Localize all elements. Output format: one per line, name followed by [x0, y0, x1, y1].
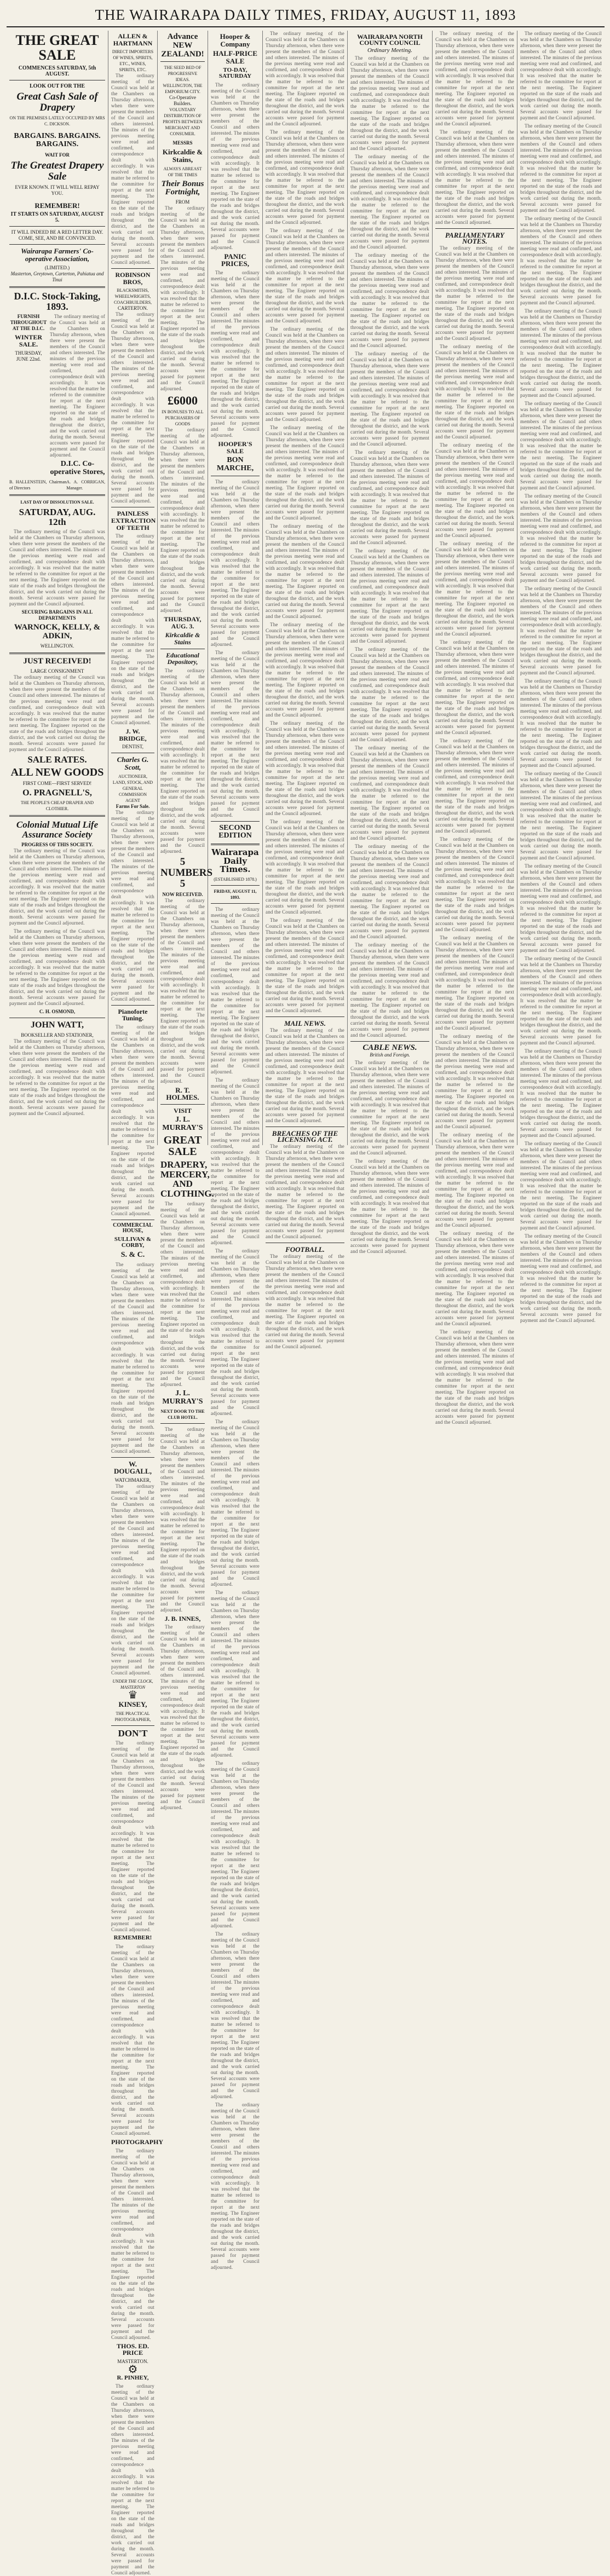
great-sale-heading: THE GREAT SALE	[15, 32, 99, 63]
news-text-6: The ordinary meeting of the Council was held at the Chambers on Thursday afternoon, when there were present the members of the Council and others interested. The minutes of the previous meeting were read and confirmed, and correspondence dealt with accordingly. It was resolved that the matter be referred to the committee for report at the next meeting. The Engineer reported on the state of the roads and bridges throughout the district, and the work carried out during the month. Several accounts were passed for payment and the Council adjourned.	[266, 523, 344, 619]
towns-line: Masterton, Greytown, Carterton, Pahiatua and Tinui	[10, 270, 104, 282]
dic-block	[9, 314, 105, 478]
column-5	[263, 31, 348, 1349]
photography-heading: PHOTOGRAPHY	[111, 2138, 164, 2146]
editorial-text-1: The ordinary meeting of the Council was held at the Chambers on Thursday afternoon, when there were present the members of the Council and others interested. The minutes of the previous meeting were read and confirmed, and correspondence dealt with accordingly. It was resolved that the matter be referred to the committee for report at the next meeting. The Engineer reported on the state of the roads and bridges throughout the district, and the work carried out during the month. Several accounts were passed for payment and the Council adjourned.	[211, 906, 260, 1075]
council-heading: WAIRARAPA NORTH COUNTY COUNCIL	[357, 33, 423, 47]
mail-news-heading: MAIL NEWS.	[284, 1019, 326, 1027]
remember-heading: REMEMBER!	[34, 201, 80, 210]
parl-text-9: The ordinary meeting of the Council was held at the Chambers on Thursday afternoon, when there were present the members of the Council and others interested. The minutes of the previous meeting were read and confirmed, and correspondence dealt with accordingly. It was resolved that the matter be referred to the committee for report at the next meeting. The Engineer reported on the state of the roads and bridges throughout the district, and the work carried out during the month. Several accounts were passed for payment and the Council adjourned.	[435, 1033, 514, 1129]
bon-marche-heading: BON MARCHE,	[216, 456, 254, 472]
ordinary-meeting-subheading: Ordinary Meeting.	[367, 47, 413, 54]
chairman-signature: B. HALLENSTEIN, Chairman of Directors	[9, 479, 67, 490]
divider	[160, 1423, 205, 1424]
murrays-heading: J. L. MURRAY'S	[162, 1389, 203, 1406]
mail-news-text: The ordinary meeting of the Council was held at the Chambers on Thursday afternoon, when there were present the members of the Council and others interested. The minutes of the previous meeting were read and confirmed, and correspondence dealt with accordingly. It was resolved that the matter be referred to the committee for report at the next meeting. The Engineer reported on the state of the roads and bridges throughout the district, and the work carried out during the month. Several accounts were passed for payment and the Council adjourned.	[266, 1027, 344, 1123]
masthead: THE WAIRARAPA DAILY TIMES, FRIDAY, AUGUST 11, 1893	[7, 4, 605, 27]
five-numbers-heading: 5 NUMBERS 5	[160, 856, 213, 890]
now-received-line: NOW RECEIVED.	[162, 891, 203, 897]
manager-signature: A. A. CORRIGAN, Manager.	[66, 479, 105, 490]
divider	[266, 1016, 344, 1017]
breaches-text: The ordinary meeting of the Council was held at the Chambers on Thursday afternoon, when there were present the members of the Council and others interested. The minutes of the previous meeting were read and confirmed, and correspondence dealt with accordingly. It was resolved that the matter be referred to the committee for report at the next meeting. The Engineer reported on the state of the roads and bridges throughout the district, and the work carried out during the month. Several accounts were passed for payment and the Council adjourned.	[266, 1143, 344, 1239]
hooper-heading: Hooper & Company	[220, 32, 251, 48]
seed-bed-line: THE SEED BED OF PROGRESSIVE IDEAS.	[164, 65, 202, 83]
council-text-1: The ordinary meeting of the Council was held at the Chambers on Thursday afternoon, when there were present the members of the Council and others interested. The minutes of the previous meeting were read and confirmed, and correspondence dealt with accordingly. It was resolved that the matter be referred to the committee for report at the next meeting. The Engineer reported on the state of the roads and bridges throughout the district, and the work carried out during the month. Several accounts were passed for payment and the Council adjourned.	[350, 55, 429, 151]
half-price-heading: HALF-PRICE SALE	[213, 49, 257, 65]
look-out-line: LOOK OUT FOR THE	[29, 83, 85, 89]
divider	[350, 1041, 429, 1042]
kirkcaldie-heading: Kirkcaldie & Stains,	[162, 148, 203, 164]
watchmaker-line: WATCHMAKER,	[114, 1477, 151, 1483]
column-3	[158, 31, 214, 1811]
editorial-text-5: The ordinary meeting of the Council was held at the Chambers on Thursday afternoon, when there were present the members of the Council and others interested. The minutes of the previous meeting were read and confirmed, and correspondence dealt with accordingly. It was resolved that the matter be referred to the committee for report at the next meeting. The Engineer reported on the state of the roads and bridges throughout the district, and the work carried out during the month. Several accounts were passed for payment and the Council adjourned.	[211, 1590, 260, 1758]
coop-line: Co-Operative Builders.	[169, 95, 196, 107]
news-text-7: The ordinary meeting of the Council was held at the Chambers on Thursday afternoon, when there were present the members of the Council and others interested. The minutes of the previous meeting were read and confirmed, and correspondence dealt with accordingly. It was resolved that the matter be referred to the committee for report at the next meeting. The Engineer reported on the state of the roads and bridges throughout the district, and the work carried out during the month. Several accounts were passed for payment and the Council adjourned.	[266, 622, 344, 718]
warnock-heading: WARNOCK, KELLY, & ADKIN,	[14, 623, 101, 641]
col8-text-1: The ordinary meeting of the Council was held at the Chambers on Thursday afternoon, when there were present the members of the Council and others interested. The minutes of the previous meeting were read and confirmed, and correspondence dealt with accordingly. It was resolved that the matter be referred to the committee for report at the next meeting. The Engineer reported on the state of the roads and bridges throughout the district, and the work carried out during the month. Several accounts were passed for payment and the Council adjourned.	[520, 31, 602, 120]
watt-body-text: The ordinary meeting of the Council was held at the Chambers on Thursday afternoon, when there were present the members of the Council and others interested. The minutes of the previous meeting were read and confirmed, and correspondence dealt with accordingly. It was resolved that the matter be referred to the committee for report at the next meeting. The Engineer reported on the state of the roads and bridges throughout the district, and the work carried out during the month. Several accounts were passed for payment and the Council adjourned.	[9, 1038, 105, 1116]
bonus-body-text: The ordinary meeting of the Council was held at the Chambers on Thursday afternoon, when there were present the members of the Council and others interested. The minutes of the previous meeting were read and confirmed, and correspondence dealt with accordingly. It was resolved that the matter be referred to the committee for report at the next meeting. The Engineer reported on the state of the roads and bridges throughout the district, and the work carried out during the month. Several accounts were passed for payment and the Council adjourned.	[160, 205, 205, 392]
parl-text-4: The ordinary meeting of the Council was held at the Chambers on Thursday afternoon, when there were present the members of the Council and others interested. The minutes of the previous meeting were read and confirmed, and correspondence dealt with accordingly. It was resolved that the matter be referred to the committee for report at the next meeting. The Engineer reported on the state of the roads and bridges throughout the district, and the work carried out during the month. Several accounts were passed for payment and the Council adjourned.	[435, 541, 514, 637]
dic-stocktaking-heading: D.I.C. Stock-Taking, 1893.	[14, 290, 101, 312]
painless-heading: PAINLESS EXTRACTION OF TEETH	[111, 510, 156, 532]
dougall-heading: W. DOUGALL,	[114, 1459, 152, 1476]
numbers-body-text: The ordinary meeting of the Council was held at the Chambers on Thursday afternoon, when there were present the members of the Council and others interested. The minutes of the previous meeting were read and confirmed, and correspondence dealt with accordingly. It was resolved that the matter be referred to the committee for report at the next meeting. The Engineer reported on the state of the roads and bridges throughout the district, and the work carried out during the month. Several accounts were passed for payment and the Council adjourned.	[160, 897, 205, 1084]
john-watt-heading: JOHN WATT,	[31, 1020, 84, 1030]
british-foreign-subheading: British and Foreign.	[370, 1052, 410, 1058]
divider	[9, 815, 105, 817]
divider	[111, 268, 154, 269]
editorial-text-6: The ordinary meeting of the Council was held at the Chambers on Thursday afternoon, when there were present the members of the Council and others interested. The minutes of the previous meeting were read and confirmed, and correspondence dealt with accordingly. It was resolved that the matter be referred to the committee for report at the next meeting. The Engineer reported on the state of the roads and bridges throughout the district, and the work carried out during the month. Several accounts were passed for payment and the Council adjourned.	[211, 1760, 260, 1929]
holmes-heading: R. T. HOLMES.	[166, 1085, 199, 1102]
cable-news-heading: CABLE NEWS.	[362, 1043, 417, 1052]
sullivan-heading: SULLIVAN & CORBY,	[114, 1235, 152, 1249]
news-text-9: The ordinary meeting of the Council was held at the Chambers on Thursday afternoon, when there were present the members of the Council and others interested. The minutes of the previous meeting were read and confirmed, and correspondence dealt with accordingly. It was resolved that the matter be referred to the committee for report at the next meeting. The Engineer reported on the state of the roads and bridges throughout the district, and the work carried out during the month. Several accounts were passed for payment and the Council adjourned.	[266, 819, 344, 915]
dont-heading: DON'T	[118, 1728, 148, 1738]
divider	[9, 244, 105, 245]
price-town: MASTERTON.	[117, 2358, 148, 2364]
col8-text-6: The ordinary meeting of the Council was held at the Chambers on Thursday afternoon, when there were present the members of the Council and others interested. The minutes of the previous meeting were read and confirmed, and correspondence dealt with accordingly. It was resolved that the matter be referred to the committee for report at the next meeting. The Engineer reported on the state of the roads and bridges throughout the district, and the work carried out during the month. Several accounts were passed for payment and the Council adjourned.	[520, 493, 602, 583]
divider	[9, 494, 105, 496]
news-text-10: The ordinary meeting of the Council was held at the Chambers on Thursday afternoon, when there were present the members of the Council and others interested. The minutes of the previous meeting were read and confirmed, and correspondence dealt with accordingly. It was resolved that the matter be referred to the committee for report at the next meeting. The Engineer reported on the state of the roads and bridges throughout the district, and the work carried out during the month. Several accounts were passed for payment and the Council adjourned.	[266, 917, 344, 1013]
issue-date: FRIDAY, AUGUST 11, 1893.	[214, 889, 257, 900]
dic-left	[9, 314, 48, 478]
divider	[211, 885, 260, 886]
editorial-text-8: The ordinary meeting of the Council was held at the Chambers on Thursday afternoon, when there were present the members of the Council and others interested. The minutes of the previous meeting were read and confirmed, and correspondence dealt with accordingly. It was resolved that the matter be referred to the committee for report at the next meeting. The Engineer reported on the state of the roads and bridges throughout the district, and the work carried out during the month. Several accounts were passed for payment and the Council adjourned.	[211, 2102, 260, 2271]
starts-line: IT STARTS ON SATURDAY, AUGUST 5.	[10, 211, 104, 224]
established-line: (ESTABLISHED 1878.)	[214, 877, 257, 882]
column-1	[7, 31, 108, 1145]
drapery-body-text: The ordinary meeting of the Council was held at the Chambers on Thursday afternoon, when there were present the members of the Council and others interested. The minutes of the previous meeting were read and confirmed, and correspondence dealt with accordingly. It was resolved that the matter be referred to the committee for report at the next meeting. The Engineer reported on the state of the roads and bridges throughout the district, and the work carried out during the month. Several accounts were passed for payment and the Council adjourned.	[160, 1201, 205, 1388]
parl-text-7: The ordinary meeting of the Council was held at the Chambers on Thursday afternoon, when there were present the members of the Council and others interested. The minutes of the previous meeting were read and confirmed, and correspondence dealt with accordingly. It was resolved that the matter be referred to the committee for report at the next meeting. The Engineer reported on the state of the roads and bridges throughout the district, and the work carried out during the month. Several accounts were passed for payment and the Council adjourned.	[435, 836, 514, 932]
notice-body-text: The ordinary meeting of the Council was held at the Chambers on Thursday afternoon, when there were present the members of the Council and others interested. The minutes of the previous meeting were read and confirmed, and correspondence dealt with accordingly. It was resolved that the matter be referred to the committee for report at the next meeting. The Engineer reported on the state of the roads and bridges throughout the district, and the work carried out during the month. Several accounts were passed for payment and the Council adjourned.	[211, 478, 260, 647]
parl-text-11: The ordinary meeting of the Council was held at the Chambers on Thursday afternoon, when there were present the members of the Council and others interested. The minutes of the previous meeting were read and confirmed, and correspondence dealt with accordingly. It was resolved that the matter be referred to the committee for report at the next meeting. The Engineer reported on the state of the roads and bridges throughout the district, and the work carried out during the month. Several accounts were passed for payment and the Council adjourned.	[435, 1231, 514, 1326]
news-text-8: The ordinary meeting of the Council was held at the Chambers on Thursday afternoon, when there were present the members of the Council and others interested. The minutes of the previous meeting were read and confirmed, and correspondence dealt with accordingly. It was resolved that the matter be referred to the committee for report at the next meeting. The Engineer reported on the state of the roads and bridges throughout the district, and the work carried out during the month. Several accounts were passed for payment and the Council adjourned.	[266, 720, 344, 816]
divider	[111, 1725, 154, 1726]
sandc-mark: S. & C.	[120, 1250, 145, 1259]
remember-body-text: The ordinary meeting of the Council was held at the Chambers on Thursday afternoon, when there were present the members of the Council and others interested. The minutes of the previous meeting were read and confirmed, and correspondence dealt with accordingly. It was resolved that the matter be referred to the committee for report at the next meeting. The Engineer reported on the state of the roads and bridges throughout the district, and the work carried out during the month. Several accounts were passed for payment and the Council adjourned.	[111, 1943, 154, 2136]
newspaper-page	[7, 4, 605, 2576]
coat-of-arms-icon: ♛	[128, 1689, 138, 1701]
next-door-line: NEXT DOOR TO THE CLUB HOTEL.	[160, 1408, 205, 1420]
pragnell-heading: O. PRAGNELL'S,	[22, 788, 92, 798]
pianoforte-heading: Pianoforte Tuning.	[118, 1007, 148, 1023]
warnock-town: WELLINGTON.	[40, 643, 74, 649]
news-text-2: The ordinary meeting of the Council was held at the Chambers on Thursday afternoon, when there were present the members of the Council and others interested. The minutes of the previous meeting were read and confirmed, and correspondence dealt with accordingly. It was resolved that the matter be referred to the committee for report at the next meeting. The Engineer reported on the state of the roads and bridges throughout the district, and the work carried out during the month. Several accounts were passed for payment and the Council adjourned.	[266, 129, 344, 225]
parl-text-2: The ordinary meeting of the Council was held at the Chambers on Thursday afternoon, when there were present the members of the Council and others interested. The minutes of the previous meeting were read and confirmed, and correspondence dealt with accordingly. It was resolved that the matter be referred to the committee for report at the next meeting. The Engineer reported on the state of the roads and bridges throughout the district, and the work carried out during the month. Several accounts were passed for payment and the Council adjourned.	[435, 344, 514, 440]
furnish-line: FURNISH THROUGHOUT AT THE D.I.C.	[10, 314, 47, 332]
allen-body-text: The ordinary meeting of the Council was held at the Chambers on Thursday afternoon, when there were present the members of the Council and others interested. The minutes of the previous meeting were read and confirmed, and correspondence dealt with accordingly. It was resolved that the matter be referred to the committee for report at the next meeting. The Engineer reported on the state of the roads and bridges throughout the district, and the work carried out during the month. Several accounts were passed for payment and the Council adjourned.	[111, 73, 154, 265]
greatest-sale-heading: The Greatest Drapery Sale	[10, 159, 104, 182]
col8-text-5: The ordinary meeting of the Council was held at the Chambers on Thursday afternoon, when there were present the members of the Council and others interested. The minutes of the previous meeting were read and confirmed, and correspondence dealt with accordingly. It was resolved that the matter be referred to the committee for report at the next meeting. The Engineer reported on the state of the roads and bridges throughout the district, and the work carried out during the month. Several accounts were passed for payment and the Council adjourned.	[520, 401, 602, 490]
breaches-heading: BREACHES OF THE LICENSING ACT.	[272, 1129, 338, 1143]
osmond-line: C. H. OSMOND,	[39, 1009, 76, 1015]
thursday-aug-heading: THURSDAY, AUG. 3.	[164, 615, 202, 630]
bridge-heading: J. W. BRIDGE,	[119, 727, 147, 742]
editorial-text-4: The ordinary meeting of the Council was held at the Chambers on Thursday afternoon, when there were present the members of the Council and others interested. The minutes of the previous meeting were read and confirmed, and correspondence dealt with accordingly. It was resolved that the matter be referred to the committee for report at the next meeting. The Engineer reported on the state of the roads and bridges throughout the district, and the work carried out during the month. Several accounts were passed for payment and the Council adjourned.	[211, 1419, 260, 1587]
news-text-1: The ordinary meeting of the Council was held at the Chambers on Thursday afternoon, when there were present the members of the Council and others interested. The minutes of the previous meeting were read and confirmed, and correspondence dealt with accordingly. It was resolved that the matter be referred to the committee for report at the next meeting. The Engineer reported on the state of the roads and bridges throughout the district, and the work carried out during the month. Several accounts were passed for payment and the Council adjourned.	[266, 31, 344, 126]
council-text-9: The ordinary meeting of the Council was held at the Chambers on Thursday afternoon, when there were present the members of the Council and others interested. The minutes of the previous meeting were read and confirmed, and correspondence dealt with accordingly. It was resolved that the matter be referred to the committee for report at the next meeting. The Engineer reported on the state of the roads and bridges throughout the district, and the work carried out during the month. Several accounts were passed for payment and the Council adjourned.	[350, 844, 429, 939]
col7-text-2: The ordinary meeting of the Council was held at the Chambers on Thursday afternoon, when there were present the members of the Council and others interested. The minutes of the previous meeting were read and confirmed, and correspondence dealt with accordingly. It was resolved that the matter be referred to the committee for report at the next meeting. The Engineer reported on the state of the roads and bridges throughout the district, and the work carried out during the month. Several accounts were passed for payment and the Council adjourned.	[435, 129, 514, 225]
hooper-body-text: The ordinary meeting of the Council was held at the Chambers on Thursday afternoon, when there were present the members of the Council and others interested. The minutes of the previous meeting were read and confirmed, and correspondence dealt with accordingly. It was resolved that the matter be referred to the committee for report at the next meeting. The Engineer reported on the state of the roads and bridges throughout the district, and the work carried out during the month. Several accounts were passed for payment and the Council adjourned.	[211, 82, 260, 250]
pinhey-heading: R. PINHEY,	[117, 2374, 149, 2381]
robinson-body-text: The ordinary meeting of the Council was held at the Chambers on Thursday afternoon, when there were present the members of the Council and others interested. The minutes of the previous meeting were read and confirmed, and correspondence dealt with accordingly. It was resolved that the matter be referred to the committee for report at the next meeting. The Engineer reported on the state of the roads and bridges throughout the district, and the work carried out during the month. Several accounts were passed for payment and the Council adjourned.	[111, 311, 154, 504]
council-text-6: The ordinary meeting of the Council was held at the Chambers on Thursday afternoon, when there were present the members of the Council and others interested. The minutes of the previous meeting were read and confirmed, and correspondence dealt with accordingly. It was resolved that the matter be referred to the committee for report at the next meeting. The Engineer reported on the state of the roads and bridges throughout the district, and the work carried out during the month. Several accounts were passed for payment and the Council adjourned.	[350, 548, 429, 644]
first-come-line: FIRST COME—FIRST SERVED!	[22, 780, 92, 786]
parl-text-1: The ordinary meeting of the Council was held at the Chambers on Thursday afternoon, when there were present the members of the Council and others interested. The minutes of the previous meeting were read and confirmed, and correspondence dealt with accordingly. It was resolved that the matter be referred to the committee for report at the next meeting. The Engineer reported on the state of the roads and bridges throughout the district, and the work carried out during the month. Several accounts were passed for payment and the Council adjourned.	[435, 245, 514, 341]
divider	[9, 286, 105, 288]
editorial-text-3: The ordinary meeting of the Council was held at the Chambers on Thursday afternoon, when there were present the members of the Council and others interested. The minutes of the previous meeting were read and confirmed, and correspondence dealt with accordingly. It was resolved that the matter be referred to the committee for report at the next meeting. The Engineer reported on the state of the roads and bridges throughout the district, and the work carried out during the month. Several accounts were passed for payment and the Council adjourned.	[211, 1248, 260, 1417]
saturday-aug-heading: SATURDAY, AUG. 12th	[19, 506, 96, 527]
from-line: FROM	[175, 199, 190, 205]
dentist-line: DENTIST,	[122, 744, 144, 750]
commercial-heading: COMMERCIAL HOUSE,	[113, 1222, 153, 1234]
scott-body-text: The ordinary meeting of the Council was held at the Chambers on Thursday afternoon, when there were present the members of the Council and others interested. The minutes of the previous meeting were read and confirmed, and correspondence dealt with accordingly. It was resolved that the matter be referred to the committee for report at the next meeting. The Engineer reported on the state of the roads and bridges throughout the district, and the work carried out during the month. Several accounts were passed for payment and the Council adjourned.	[111, 809, 154, 1002]
just-received-heading: JUST RECEIVED!	[23, 656, 91, 666]
col8-text-7: The ordinary meeting of the Council was held at the Chambers on Thursday afternoon, when there were present the members of the Council and others interested. The minutes of the previous meeting were read and confirmed, and correspondence dealt with accordingly. It was resolved that the matter be referred to the committee for report at the next meeting. The Engineer reported on the state of the roads and bridges throughout the district, and the work carried out during the month. Several accounts were passed for payment and the Council adjourned.	[520, 586, 602, 675]
auctioneer-line: AUCTIONEER, LAND, STOCK, AND GENERAL COMMISSION AGENT	[112, 773, 153, 803]
dic-signatures	[9, 479, 105, 491]
consignment-line: LARGE CONSIGNMENT	[30, 668, 84, 674]
dont-body-text: The ordinary meeting of the Council was held at the Chambers on Thursday afternoon, when there were present the members of the Council and others interested. The minutes of the previous meeting were read and confirmed, and correspondence dealt with accordingly. It was resolved that the matter be referred to the committee for report at the next meeting. The Engineer reported on the state of the roads and bridges throughout the district, and the work carried out during the month. Several accounts were passed for payment and the Council adjourned.	[111, 1740, 154, 1933]
divider	[111, 1005, 154, 1006]
bookseller-line: BOOKSELLER AND STATIONER,	[21, 1032, 94, 1038]
innes-heading: J. B. INNES,	[164, 1614, 201, 1622]
all-new-goods-heading: ALL NEW GOODS	[10, 766, 104, 778]
divider	[211, 844, 260, 845]
farmers-heading: Wairarapa Farmers' Co-operative Association,	[21, 247, 94, 263]
col8-text-4: The ordinary meeting of the Council was held at the Chambers on Thursday afternoon, when there were present the members of the Council and others interested. The minutes of the previous meeting were read and confirmed, and correspondence dealt with accordingly. It was resolved that the matter be referred to the committee for report at the next meeting. The Engineer reported on the state of the roads and bridges throughout the district, and the work carried out during the month. Several accounts were passed for payment and the Council adjourned.	[520, 308, 602, 398]
football-heading: FOOTBALL.	[285, 1245, 325, 1254]
col8-text-8: The ordinary meeting of the Council was held at the Chambers on Thursday afternoon, when there were present the members of the Council and others interested. The minutes of the previous meeting were read and confirmed, and correspondence dealt with accordingly. It was resolved that the matter be referred to the committee for report at the next meeting. The Engineer reported on the state of the roads and bridges throughout the district, and the work carried out during the month. Several accounts were passed for payment and the Council adjourned.	[520, 678, 602, 768]
parliamentary-heading: PARLIAMENTARY NOTES.	[445, 231, 504, 245]
divider	[211, 903, 260, 904]
divider	[9, 652, 105, 654]
painless-body-text: The ordinary meeting of the Council was held at the Chambers on Thursday afternoon, when there were present the members of the Council and others interested. The minutes of the previous meeting were read and confirmed, and correspondence dealt with accordingly. It was resolved that the matter be referred to the committee for report at the next meeting. The Engineer reported on the state of the roads and bridges throughout the district, and the work carried out during the month. Several accounts were passed for payment and the Council adjourned.	[111, 533, 154, 726]
consignment-body-text: The ordinary meeting of the Council was held at the Chambers on Thursday afternoon, when there were present the members of the Council and others interested. The minutes of the previous meeting were read and confirmed, and correspondence dealt with accordingly. It was resolved that the matter be referred to the committee for report at the next meeting. The Engineer reported on the state of the roads and bridges throughout the district, and the work carried out during the month. Several accounts were passed for payment and the Council adjourned.	[9, 674, 105, 752]
col8-text-14: The ordinary meeting of the Council was held at the Chambers on Thursday afternoon, when there were present the members of the Council and others interested. The minutes of the previous meeting were read and confirmed, and correspondence dealt with accordingly. It was resolved that the matter be referred to the committee for report at the next meeting. The Engineer reported on the state of the roads and bridges throughout the district, and the work carried out during the month. Several accounts were passed for payment and the Council adjourned.	[520, 1233, 602, 1323]
divider	[111, 1457, 154, 1458]
commences-line: COMMENCES SATURDAY, 5th AUGUST.	[18, 65, 96, 77]
drapery-heading: DRAPERY, MERCERY, AND CLOTHING.	[160, 1159, 214, 1199]
peoples-line: THE PEOPLE'S CHEAP DRAPER AND CLOTHIER.	[20, 800, 94, 812]
hoopers-sale-heading: HOOPER'S SALE	[218, 440, 252, 455]
council-text-5: The ordinary meeting of the Council was held at the Chambers on Thursday afternoon, when there were present the members of the Council and others interested. The minutes of the previous meeting were read and confirmed, and correspondence dealt with accordingly. It was resolved that the matter be referred to the committee for report at the next meeting. The Engineer reported on the state of the roads and bridges throughout the district, and the work carried out during the month. Several accounts were passed for payment and the Council adjourned.	[350, 449, 429, 545]
securing-line: SECURING BARGAINS IN ALL DEPARTMENTS	[21, 609, 93, 621]
abreast-line: ALWAYS ABREAST OF THE TIMES	[163, 166, 202, 177]
innes-body-text-2: The ordinary meeting of the Council was held at the Chambers on Thursday afternoon, when there were present the members of the Council and others interested. The minutes of the previous meeting were read and confirmed, and correspondence dealt with accordingly. It was resolved that the matter be referred to the committee for report at the next meeting. The Engineer reported on the state of the roads and bridges throughout the district, and the work carried out during the month. Several accounts were passed for payment and the Council adjourned.	[160, 1624, 205, 1811]
panic-body-text: The ordinary meeting of the Council was held at the Chambers on Thursday afternoon, when there were present the members of the Council and others interested. The minutes of the previous meeting were read and confirmed, and correspondence dealt with accordingly. It was resolved that the matter be referred to the committee for report at the next meeting. The Engineer reported on the state of the roads and bridges throughout the district, and the work carried out during the month. Several accounts were passed for payment and the Council adjourned.	[211, 269, 260, 438]
educational-heading: Educational Depository,	[166, 651, 199, 666]
bargains-line: BARGAINS. BARGAINS. BARGAINS.	[14, 132, 101, 149]
parl-text-12: The ordinary meeting of the Council was held at the Chambers on Thursday afternoon, when there were present the members of the Council and others interested. The minutes of the previous meeting were read and confirmed, and correspondence dealt with accordingly. It was resolved that the matter be referred to the committee for report at the next meeting. The Engineer reported on the state of the roads and bridges throughout the district, and the work carried out during the month. Several accounts were passed for payment and the Council adjourned.	[435, 1329, 514, 1425]
dic-coop-heading: D.I.C. Co-operative Stores,	[50, 460, 105, 477]
cable-text-2: The ordinary meeting of the Council was held at the Chambers on Thursday afternoon, when there were present the members of the Council and others interested. The minutes of the previous meeting were read and confirmed, and correspondence dealt with accordingly. It was resolved that the matter be referred to the committee for report at the next meeting. The Engineer reported on the state of the roads and bridges throughout the district, and the work carried out during the month. Several accounts were passed for payment and the Council adjourned.	[350, 1158, 429, 1254]
carterton-line: CARTERTON.	[117, 305, 148, 311]
winter-sale-line: WINTER SALE.	[14, 333, 42, 349]
farms-line: Farms For Sale.	[116, 803, 150, 809]
col8-text-3: The ordinary meeting of the Council was held at the Chambers on Thursday afternoon, when there were present the members of the Council and others interested. The minutes of the previous meeting were read and confirmed, and correspondence dealt with accordingly. It was resolved that the matter be referred to the committee for report at the next meeting. The Engineer reported on the state of the roads and bridges throughout the district, and the work carried out during the month. Several accounts were passed for payment and the Council adjourned.	[520, 216, 602, 305]
saturday-body-text: The ordinary meeting of the Council was held at the Chambers on Thursday afternoon, when there were present the members of the Council and others interested. The minutes of the previous meeting were read and confirmed, and correspondence dealt with accordingly. It was resolved that the matter be referred to the committee for report at the next meeting. The Engineer reported on the state of the roads and bridges throughout the district, and the work carried out during the month. Several accounts were passed for payment and the Council adjourned.	[9, 529, 105, 607]
blacksmiths-line: BLACKSMITHS, WHEELWRIGHTS, COACHBUILDERS,	[113, 288, 152, 305]
parl-text-8: The ordinary meeting of the Council was held at the Chambers on Thursday afternoon, when there were present the members of the Council and others interested. The minutes of the previous meeting were read and confirmed, and correspondence dealt with accordingly. It was resolved that the matter be referred to the committee for report at the next meeting. The Engineer reported on the state of the roads and bridges throughout the district, and the work carried out during the month. Several accounts were passed for payment and the Council adjourned.	[435, 935, 514, 1031]
remember-2-heading: REMEMBER!	[113, 1934, 152, 1942]
today-heading: TO-DAY, SATURDAY	[218, 66, 252, 80]
football-text: The ordinary meeting of the Council was held at the Chambers on Thursday afternoon, when there were present the members of the Council and others interested. The minutes of the previous meeting were read and confirmed, and correspondence dealt with accordingly. It was resolved that the matter be referred to the committee for report at the next meeting. The Engineer reported on the state of the roads and bridges throughout the district, and the work carried out during the month. Several accounts were passed for payment and the Council adjourned.	[266, 1254, 344, 1349]
divider	[211, 821, 260, 822]
red-letter-line: IT WILL INDEED BE A RED LETTER DAY. COME, SEE, AND BE CONVINCED.	[11, 229, 103, 241]
progress-body-text: The ordinary meeting of the Council was held at the Chambers on Thursday afternoon, when there were present the members of the Council and others interested. The minutes of the previous meeting were read and confirmed, and correspondence dealt with accordingly. It was resolved that the matter be referred to the committee for report at the next meeting. The Engineer reported on the state of the roads and bridges throughout the district, and the work carried out during the month. Several accounts were passed for payment and the Council adjourned.	[9, 848, 105, 926]
col7-text-1: The ordinary meeting of the Council was held at the Chambers on Thursday afternoon, when there were present the members of the Council and others interested. The minutes of the previous meeting were read and confirmed, and correspondence dealt with accordingly. It was resolved that the matter be referred to the committee for report at the next meeting. The Engineer reported on the state of the roads and bridges throughout the district, and the work carried out during the month. Several accounts were passed for payment and the Council adjourned.	[435, 31, 514, 126]
column-7	[433, 31, 517, 1425]
sale-rates-heading: SALE RATES.	[27, 754, 87, 765]
notice-body-text-2: The ordinary meeting of the Council was held at the Chambers on Thursday afternoon, when there were present the members of the Council and others interested. The minutes of the previous meeting were read and confirmed, and correspondence dealt with accordingly. It was resolved that the matter be referred to the committee for report at the next meeting. The Engineer reported on the state of the roads and bridges throughout the district, and the work carried out during the month. Several accounts were passed for payment and the Council adjourned.	[211, 649, 260, 818]
ever-known-line: EVER KNOWN. IT WILL WELL REPAY YOU.	[15, 184, 100, 196]
visit-line: VISIT	[174, 1106, 192, 1114]
messrs-line: MESSRS	[172, 140, 193, 146]
editorial-text-2: The ordinary meeting of the Council was held at the Chambers on Thursday afternoon, when there were present the members of the Council and others interested. The minutes of the previous meeting were read and confirmed, and correspondence dealt with accordingly. It was resolved that the matter be referred to the committee for report at the next meeting. The Engineer reported on the state of the roads and bridges throughout the district, and the work carried out during the month. Several accounts were passed for payment and the Council adjourned.	[211, 1077, 260, 1246]
allen-heading: ALLEN & HARTMANN	[113, 32, 153, 47]
photographer-line: THE PRACTICAL PHOTOGRAPHER,	[114, 1711, 151, 1722]
robinson-heading: ROBINSON BROS,	[115, 271, 151, 286]
voluntary-line: VOLUNTARY DISTRIBUTION OF PROFITS BETWEEN	[163, 107, 203, 125]
kirkcaldie-2-heading: Kirkcaldie & Stains	[165, 631, 200, 646]
premises-line: ON THE PREMISES LATELY OCCUPIED BY MRS C. DICKSON.	[9, 115, 105, 127]
col8-text-11: The ordinary meeting of the Council was held at the Chambers on Thursday afternoon, when there were present the members of the Council and others interested. The minutes of the previous meeting were read and confirmed, and correspondence dealt with accordingly. It was resolved that the matter be referred to the committee for report at the next meeting. The Engineer reported on the state of the roads and bridges throughout the district, and the work carried out during the month. Several accounts were passed for payment and the Council adjourned.	[520, 956, 602, 1046]
amount-heading: £6000	[168, 394, 198, 408]
colonial-mutual-heading: Colonial Mutual Life Assurance Society	[16, 819, 99, 840]
column-8	[517, 31, 605, 1323]
council-text-7: The ordinary meeting of the Council was held at the Chambers on Thursday afternoon, when there were present the members of the Council and others interested. The minutes of the previous meeting were read and confirmed, and correspondence dealt with accordingly. It was resolved that the matter be referred to the committee for report at the next meeting. The Engineer reported on the state of the roads and bridges throughout the district, and the work carried out during the month. Several accounts were passed for payment and the Council adjourned.	[350, 646, 429, 742]
parl-text-6: The ordinary meeting of the Council was held at the Chambers on Thursday afternoon, when there were present the members of the Council and others interested. The minutes of the previous meeting were read and confirmed, and correspondence dealt with accordingly. It was resolved that the matter be referred to the committee for report at the next meeting. The Engineer reported on the state of the roads and bridges throughout the district, and the work carried out during the month. Several accounts were passed for payment and the Council adjourned.	[435, 738, 514, 834]
sullivan-body-text: The ordinary meeting of the Council was held at the Chambers on Thursday afternoon, when there were present the members of the Council and others interested. The minutes of the previous meeting were read and confirmed, and correspondence dealt with accordingly. It was resolved that the matter be referred to the committee for report at the next meeting. The Engineer reported on the state of the roads and bridges throughout the district, and the work carried out during the month. Several accounts were passed for payment and the Council adjourned.	[111, 1261, 154, 1454]
divider	[9, 226, 105, 227]
innes-body-text: The ordinary meeting of the Council was held at the Chambers on Thursday afternoon, when there were present the members of the Council and others interested. The minutes of the previous meeting were read and confirmed, and correspondence dealt with accordingly. It was resolved that the matter be referred to the committee for report at the next meeting. The Engineer reported on the state of the roads and bridges throughout the district, and the work carried out during the month. Several accounts were passed for payment and the Council adjourned.	[160, 1426, 205, 1613]
col8-text-12: The ordinary meeting of the Council was held at the Chambers on Thursday afternoon, when there were present the members of the Council and others interested. The minutes of the previous meeting were read and confirmed, and correspondence dealt with accordingly. It was resolved that the matter be referred to the committee for report at the next meeting. The Engineer reported on the state of the roads and bridges throughout the district, and the work carried out during the month. Several accounts were passed for payment and the Council adjourned.	[520, 1048, 602, 1138]
column-6	[348, 31, 433, 1254]
col8-text-2: The ordinary meeting of the Council was held at the Chambers on Thursday afternoon, when there were present the members of the Council and others interested. The minutes of the previous meeting were read and confirmed, and correspondence dealt with accordingly. It was resolved that the matter be referred to the committee for report at the next meeting. The Engineer reported on the state of the roads and bridges throughout the district, and the work carried out during the month. Several accounts were passed for payment and the Council adjourned.	[520, 123, 602, 213]
dougall-body-text: The ordinary meeting of the Council was held at the Chambers on Thursday afternoon, when there were present the members of the Council and others interested. The minutes of the previous meeting were read and confirmed, and correspondence dealt with accordingly. It was resolved that the matter be referred to the committee for report at the next meeting. The Engineer reported on the state of the roads and bridges throughout the district, and the work carried out during the month. Several accounts were passed for payment and the Council adjourned.	[111, 1483, 154, 1676]
col8-text-10: The ordinary meeting of the Council was held at the Chambers on Thursday afternoon, when there were present the members of the Council and others interested. The minutes of the previous meeting were read and confirmed, and correspondence dealt with accordingly. It was resolved that the matter be referred to the committee for report at the next meeting. The Engineer reported on the state of the roads and bridges throughout the district, and the work carried out during the month. Several accounts were passed for payment and the Council adjourned.	[520, 863, 602, 953]
bonus-heading: Their Bonus Fortnight,	[161, 179, 204, 197]
photography-body-text: The ordinary meeting of the Council was held at the Chambers on Thursday afternoon, when there were present the members of the Council and others interested. The minutes of the previous meeting were read and confirmed, and correspondence dealt with accordingly. It was resolved that the matter be referred to the committee for report at the next meeting. The Engineer reported on the state of the roads and bridges throughout the district, and the work carried out during the month. Several accounts were passed for payment and the Council adjourned.	[111, 2147, 154, 2340]
progress-line: PROGRESS OF THIS SOCIETY.	[21, 842, 93, 848]
limited-line: (LIMITED.)	[44, 264, 70, 270]
scott-heading: Charles G. Scott,	[117, 755, 149, 771]
bonuses-body-text: The ordinary meeting of the Council was held at the Chambers on Thursday afternoon, when there were present the members of the Council and others interested. The minutes of the previous meeting were read and confirmed, and correspondence dealt with accordingly. It was resolved that the matter be referred to the committee for report at the next meeting. The Engineer reported on the state of the roads and bridges throughout the district, and the work carried out during the month. Several accounts were passed for payment and the Council adjourned.	[160, 427, 205, 614]
thursday-line: THURSDAY, JUNE 22nd.	[15, 350, 42, 362]
importers-line: DIRECT IMPORTERS OF WINES, SPIRITS, ETC., WINES, SPIRITS, ETC.	[112, 49, 154, 73]
great-sale-2-heading: GREAT SALE	[163, 1134, 202, 1158]
divider	[435, 228, 514, 229]
divider	[160, 61, 205, 62]
parl-text-10: The ordinary meeting of the Council was held at the Chambers on Thursday afternoon, when there were present the members of the Council and others interested. The minutes of the previous meeting were read and confirmed, and correspondence dealt with accordingly. It was resolved that the matter be referred to the committee for report at the next meeting. The Engineer reported on the state of the roads and bridges throughout the district, and the work carried out during the month. Several accounts were passed for payment and the Council adjourned.	[435, 1132, 514, 1228]
column-2	[108, 31, 164, 2576]
wait-for-line: WAIT FOR	[44, 152, 70, 158]
news-text-5: The ordinary meeting of the Council was held at the Chambers on Thursday afternoon, when there were present the members of the Council and others interested. The minutes of the previous meeting were read and confirmed, and correspondence dealt with accordingly. It was resolved that the matter be referred to the committee for report at the next meeting. The Engineer reported on the state of the roads and bridges throughout the district, and the work carried out during the month. Several accounts were passed for payment and the Council adjourned.	[266, 425, 344, 521]
col8-text-9: The ordinary meeting of the Council was held at the Chambers on Thursday afternoon, when there were present the members of the Council and others interested. The minutes of the previous meeting were read and confirmed, and correspondence dealt with accordingly. It was resolved that the matter be referred to the committee for report at the next meeting. The Engineer reported on the state of the roads and bridges throughout the district, and the work carried out during the month. Several accounts were passed for payment and the Council adjourned.	[520, 771, 602, 860]
council-text-2: The ordinary meeting of the Council was held at the Chambers on Thursday afternoon, when there were present the members of the Council and others interested. The minutes of the previous meeting were read and confirmed, and correspondence dealt with accordingly. It was resolved that the matter be referred to the committee for report at the next meeting. The Engineer reported on the state of the roads and bridges throughout the district, and the work carried out during the month. Several accounts were passed for payment and the Council adjourned.	[350, 154, 429, 250]
progress-body-text-2: The ordinary meeting of the Council was held at the Chambers on Thursday afternoon, when there were present the members of the Council and others interested. The minutes of the previous meeting were read and confirmed, and correspondence dealt with accordingly. It was resolved that the matter be referred to the committee for report at the next meeting. The Engineer reported on the state of the roads and bridges throughout the district, and the work carried out during the month. Several accounts were passed for payment and the Council adjourned.	[9, 928, 105, 1007]
pinhey-body-text: The ordinary meeting of the Council was held at the Chambers on Thursday afternoon, when there were present the members of the Council and others interested. The minutes of the previous meeting were read and confirmed, and correspondence dealt with accordingly. It was resolved that the matter be referred to the committee for report at the next meeting. The Engineer reported on the state of the roads and bridges throughout the district, and the work carried out during the month. Several accounts were passed for payment and the Council adjourned.	[111, 2383, 154, 2576]
pianoforte-body-text: The ordinary meeting of the Council was held at the Chambers on Thursday afternoon, when there were present the members of the Council and others interested. The minutes of the previous meeting were read and confirmed, and correspondence dealt with accordingly. It was resolved that the matter be referred to the committee for report at the next meeting. The Engineer reported on the state of the roads and bridges throughout the district, and the work carried out during the month. Several accounts were passed for payment and the Council adjourned.	[111, 1024, 154, 1216]
divider	[160, 1104, 205, 1105]
under-clock-line: UNDER THE CLOCK, MASTERTON	[112, 1678, 153, 1690]
bicycle-icon: ⚙	[128, 2363, 138, 2376]
panic-heading: PANIC PRICES,	[221, 252, 249, 268]
price-heading: THOS. ED. PRICE	[116, 2342, 149, 2357]
cash-sale-heading: Great Cash Sale of Drapery	[16, 90, 98, 113]
murray-heading: J. L. MURRAY'S	[162, 1116, 203, 1133]
council-text-8: The ordinary meeting of the Council was held at the Chambers on Thursday afternoon, when there were present the members of the Council and others interested. The minutes of the previous meeting were read and confirmed, and correspondence dealt with accordingly. It was resolved that the matter be referred to the committee for report at the next meeting. The Engineer reported on the state of the roads and bridges throughout the district, and the work carried out during the month. Several accounts were passed for payment and the Council adjourned.	[350, 745, 429, 841]
daily-times-heading: Wairarapa Daily Times.	[211, 847, 259, 875]
council-text-10: The ordinary meeting of the Council was held at the Chambers on Thursday afternoon, when there were present the members of the Council and others interested. The minutes of the previous meeting were read and confirmed, and correspondence dealt with accordingly. It was resolved that the matter be referred to the committee for report at the next meeting. The Engineer reported on the state of the roads and bridges throughout the district, and the work carried out during the month. Several accounts were passed for payment and the Council adjourned.	[350, 942, 429, 1038]
council-text-3: The ordinary meeting of the Council was held at the Chambers on Thursday afternoon, when there were present the members of the Council and others interested. The minutes of the previous meeting were read and confirmed, and correspondence dealt with accordingly. It was resolved that the matter be referred to the committee for report at the next meeting. The Engineer reported on the state of the roads and bridges throughout the district, and the work carried out during the month. Several accounts were passed for payment and the Council adjourned.	[350, 252, 429, 348]
news-text-3: The ordinary meeting of the Council was held at the Chambers on Thursday afternoon, when there were present the members of the Council and others interested. The minutes of the previous meeting were read and confirmed, and correspondence dealt with accordingly. It was resolved that the matter be referred to the committee for report at the next meeting. The Engineer reported on the state of the roads and bridges throughout the district, and the work carried out during the month. Several accounts were passed for payment and the Council adjourned.	[266, 228, 344, 324]
col8-text-13: The ordinary meeting of the Council was held at the Chambers on Thursday afternoon, when there were present the members of the Council and others interested. The minutes of the previous meeting were read and confirmed, and correspondence dealt with accordingly. It was resolved that the matter be referred to the committee for report at the next meeting. The Engineer reported on the state of the roads and bridges throughout the district, and the work carried out during the month. Several accounts were passed for payment and the Council adjourned.	[520, 1141, 602, 1231]
cable-text-1: The ordinary meeting of the Council was held at the Chambers on Thursday afternoon, when there were present the members of the Council and others interested. The minutes of the previous meeting were read and confirmed, and correspondence dealt with accordingly. It was resolved that the matter be referred to the committee for report at the next meeting. The Engineer reported on the state of the roads and bridges throughout the district, and the work carried out during the month. Several accounts were passed for payment and the Council adjourned.	[350, 1060, 429, 1156]
last-day-line: LAST DAY OF DISSOLUTION SALE.	[20, 499, 94, 505]
parl-text-3: The ordinary meeting of the Council was held at the Chambers on Thursday afternoon, when there were present the members of the Council and others interested. The minutes of the previous meeting were read and confirmed, and correspondence dealt with accordingly. It was resolved that the matter be referred to the committee for report at the next meeting. The Engineer reported on the state of the roads and bridges throughout the district, and the work carried out during the month. Several accounts were passed for payment and the Council adjourned.	[435, 442, 514, 538]
kinsey-heading: KINSEY,	[118, 1700, 147, 1708]
council-text-4: The ordinary meeting of the Council was held at the Chambers on Thursday afternoon, when there were present the members of the Council and others interested. The minutes of the previous meeting were read and confirmed, and correspondence dealt with accordingly. It was resolved that the matter be referred to the committee for report at the next meeting. The Engineer reported on the state of the roads and bridges throughout the district, and the work carried out during the month. Several accounts were passed for payment and the Council adjourned.	[350, 351, 429, 447]
dic-body-text: The ordinary meeting of the Council was held at the Chambers on Thursday afternoon, when there were present the members of the Council and others interested. The minutes of the previous meeting were read and confirmed, and correspondence dealt with accordingly. It was resolved that the matter be referred to the committee for report at the next meeting. The Engineer reported on the state of the roads and bridges throughout the district, and the work carried out during the month. Several accounts were passed for payment and the Council adjourned.	[50, 314, 105, 458]
merchant-line: MERCHANT AND CONSUMER.	[165, 125, 200, 137]
emporium-line: WELLINGTON, THE EMPORIUM CITY.	[163, 83, 203, 95]
column-4	[208, 31, 263, 2271]
bonuses-line: IN BONUSES TO ALL PURCHASERS OF GOODS	[162, 409, 204, 427]
second-edition-heading: SECOND EDITION	[218, 823, 252, 840]
parl-text-5: The ordinary meeting of the Council was held at the Chambers on Thursday afternoon, when there were present the members of the Council and others interested. The minutes of the previous meeting were read and confirmed, and correspondence dealt with accordingly. It was resolved that the matter be referred to the committee for report at the next meeting. The Engineer reported on the state of the roads and bridges throughout the district, and the work carried out during the month. Several accounts were passed for payment and the Council adjourned.	[435, 639, 514, 735]
dic-right	[50, 314, 105, 478]
advance-heading: Advance NEW ZEALAND!	[161, 32, 204, 59]
news-text-4: The ordinary meeting of the Council was held at the Chambers on Thursday afternoon, when there were present the members of the Council and others interested. The minutes of the previous meeting were read and confirmed, and correspondence dealt with accordingly. It was resolved that the matter be referred to the committee for report at the next meeting. The Engineer reported on the state of the roads and bridges throughout the district, and the work carried out during the month. Several accounts were passed for payment and the Council adjourned.	[266, 326, 344, 422]
educational-body-text: The ordinary meeting of the Council was held at the Chambers on Thursday afternoon, when there were present the members of the Council and others interested. The minutes of the previous meeting were read and confirmed, and correspondence dealt with accordingly. It was resolved that the matter be referred to the committee for report at the next meeting. The Engineer reported on the state of the roads and bridges throughout the district, and the work carried out during the month. Several accounts were passed for payment and the Council adjourned.	[160, 667, 205, 854]
editorial-text-7: The ordinary meeting of the Council was held at the Chambers on Thursday afternoon, when there were present the members of the Council and others interested. The minutes of the previous meeting were read and confirmed, and correspondence dealt with accordingly. It was resolved that the matter be referred to the committee for report at the next meeting. The Engineer reported on the state of the roads and bridges throughout the district, and the work carried out during the month. Several accounts were passed for payment and the Council adjourned.	[211, 1931, 260, 2100]
